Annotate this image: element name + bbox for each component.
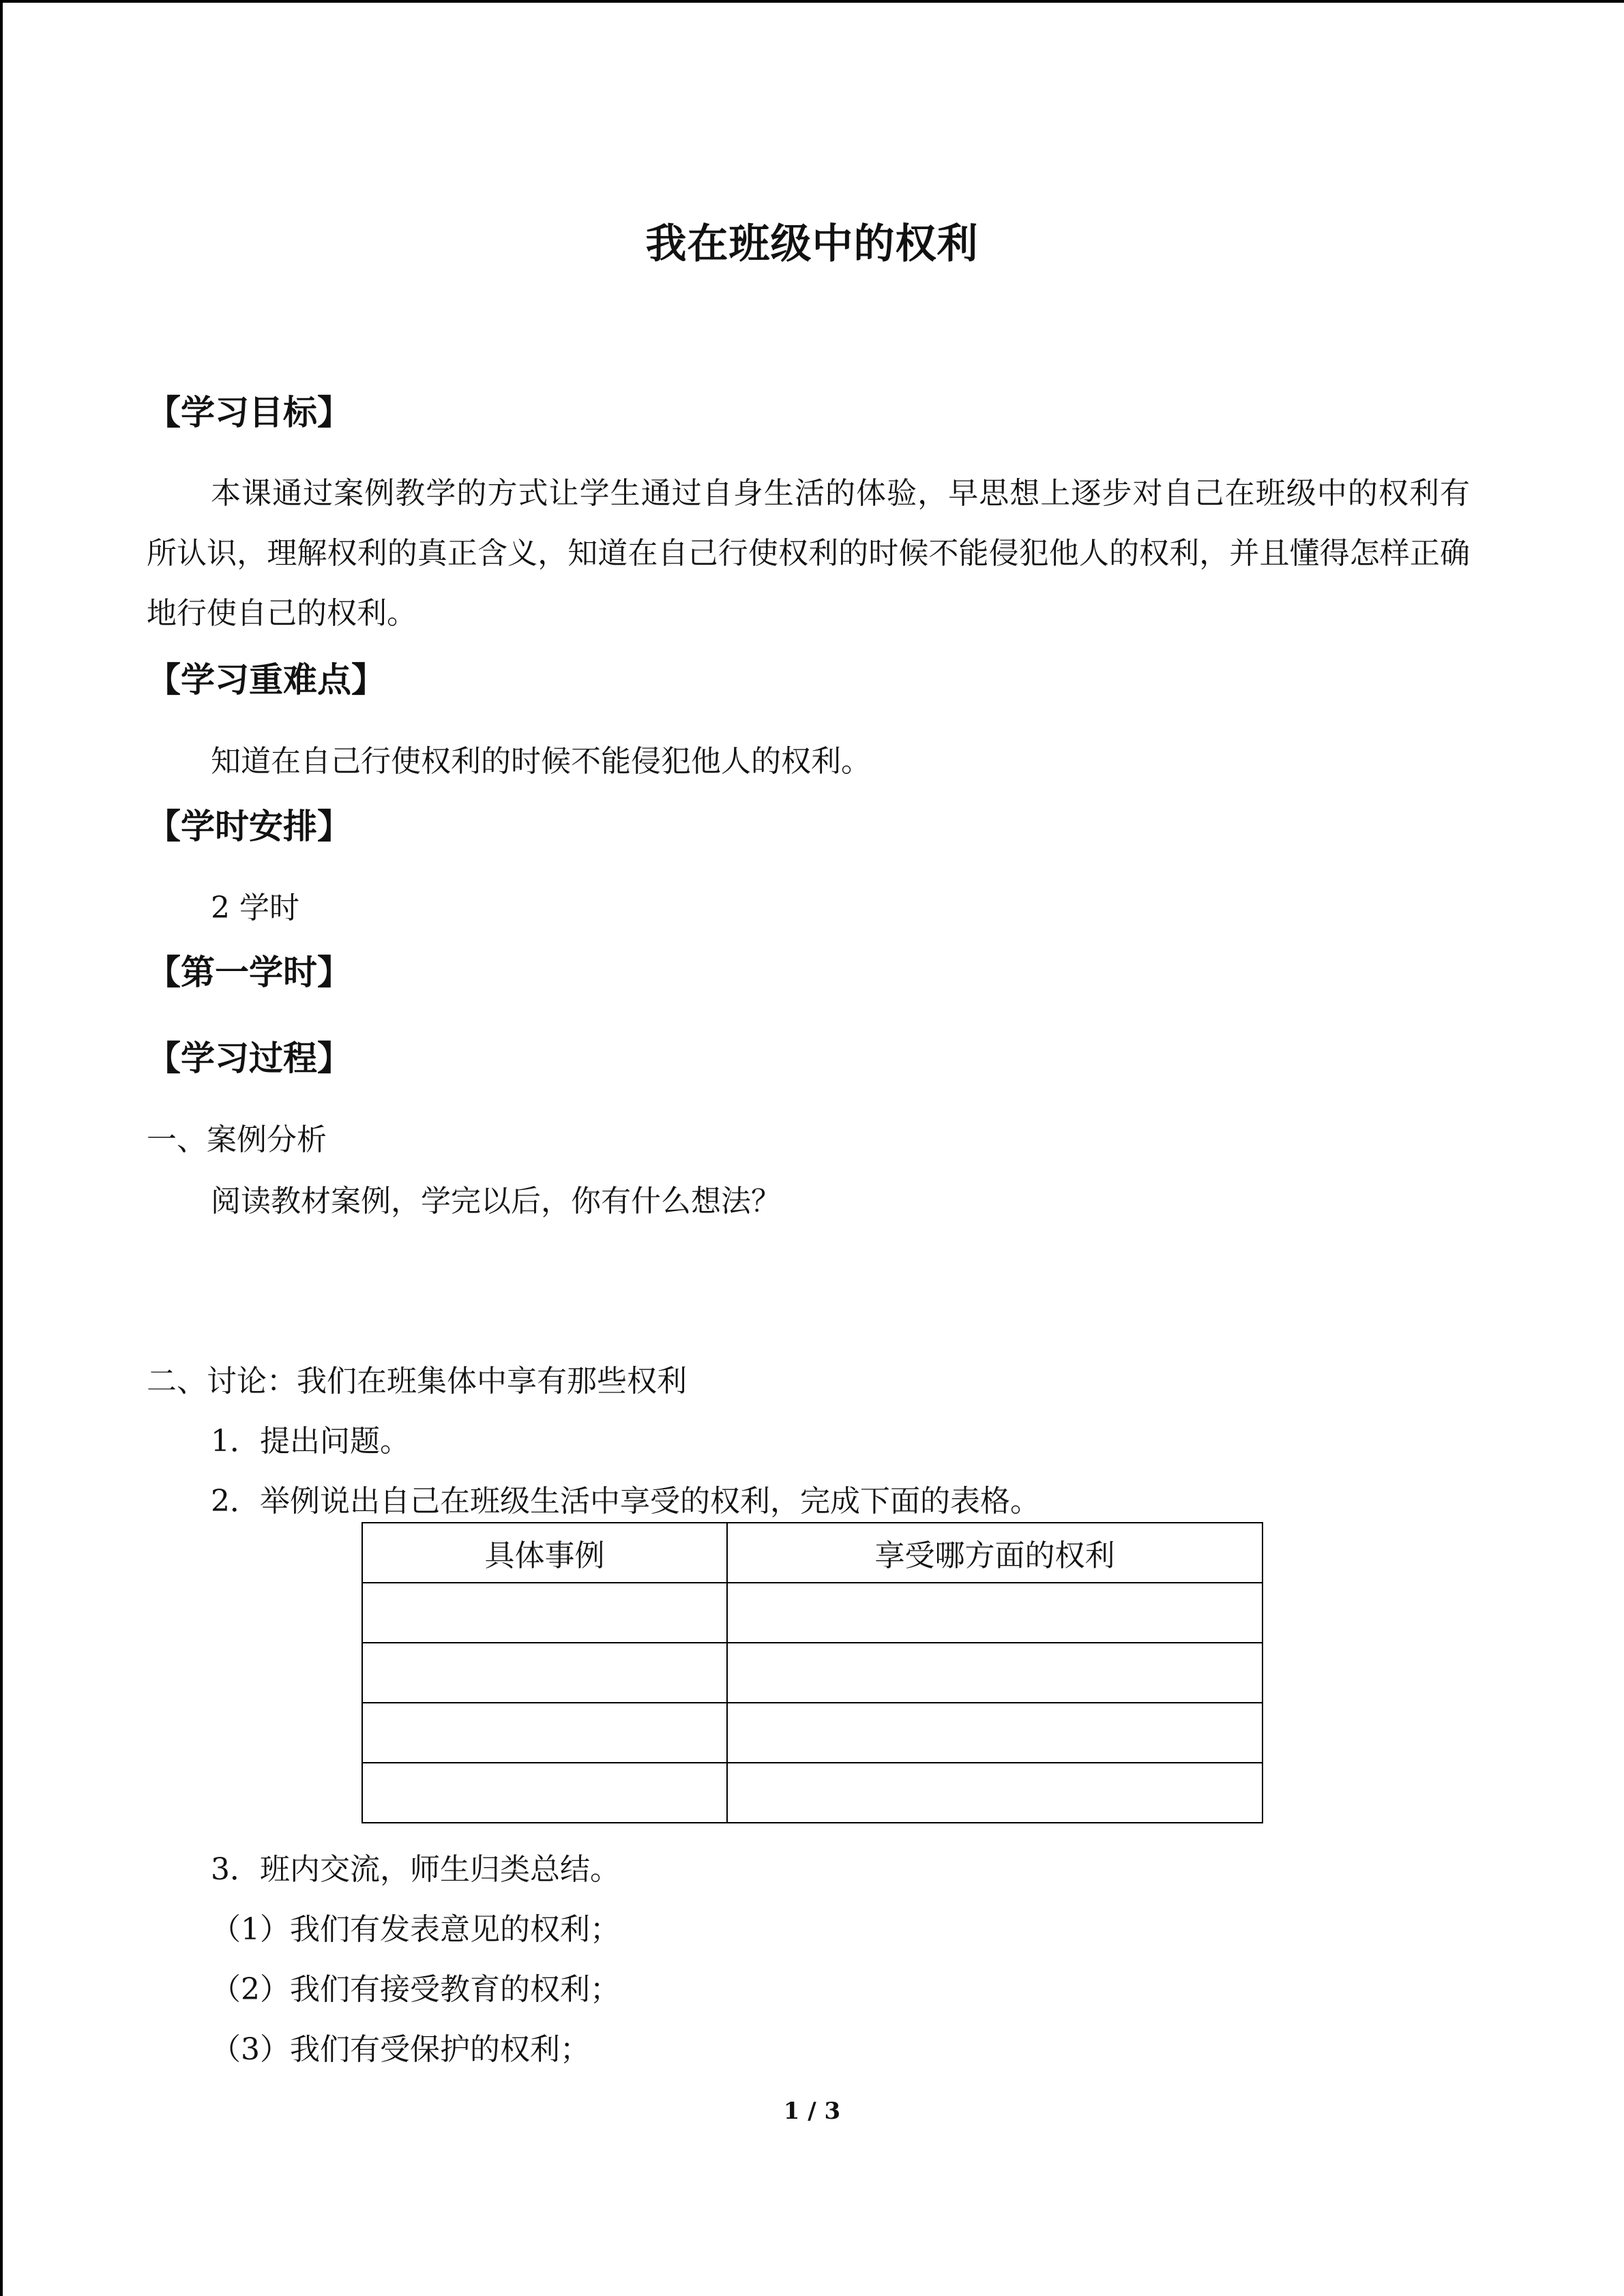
table-row <box>362 1643 1263 1703</box>
table-cell[interactable] <box>727 1763 1263 1823</box>
schedule-heading: 【学时安排】 <box>147 807 351 846</box>
table-cell[interactable] <box>362 1583 727 1643</box>
summary-item-1: （1）我们有发表意见的权利； <box>211 1912 620 1947</box>
schedule-text: 2 学时 <box>211 891 299 925</box>
table-cell[interactable] <box>362 1763 727 1823</box>
table-header-row <box>362 1523 1263 1583</box>
key-points-heading: 【学习重难点】 <box>147 660 385 700</box>
table-row <box>362 1763 1263 1823</box>
goal-paragraph: 本课通过案例教学的方式让学生通过自身生活的体验，早思想上逐步对自己在班级中的权利有所认识，理解权利的真正含义，知道在自己行使权利的时候不能侵犯他人的权利，并且懂得怎样正确地行使自己的权利。 <box>147 476 1470 631</box>
case-analysis-heading: 一、案例分析 <box>147 1122 327 1157</box>
goal-heading: 【学习目标】 <box>147 393 351 432</box>
table-cell[interactable] <box>727 1703 1263 1763</box>
table-cell[interactable] <box>727 1643 1263 1703</box>
step-3: 3．班内交流，师生归类总结。 <box>211 1852 620 1887</box>
key-points-text: 知道在自己行使权利的时候不能侵犯他人的权利。 <box>211 744 871 779</box>
summary-item-3: （3）我们有受保护的权利； <box>211 2032 590 2067</box>
top-border-rule <box>0 0 1624 3</box>
table-cell[interactable] <box>362 1703 727 1763</box>
case-analysis-text: 阅读教材案例，学完以后，你有什么想法？ <box>211 1184 781 1219</box>
discussion-heading: 二、讨论：我们在班集体中享有那些权利 <box>147 1364 687 1399</box>
first-period-heading: 【第一学时】 <box>147 953 351 992</box>
step-1: 1．提出问题。 <box>211 1424 410 1459</box>
left-border-rule <box>0 0 3 2296</box>
process-heading: 【学习过程】 <box>147 1039 351 1078</box>
page-title: 我在班级中的权利 <box>645 220 979 268</box>
step-2: 2．举例说出自己在班级生活中享受的权利，完成下面的表格。 <box>211 1484 1040 1519</box>
summary-item-2: （2）我们有接受教育的权利； <box>211 1972 620 2007</box>
table-row <box>362 1583 1263 1643</box>
table-header-right: 享受哪方面的权利 <box>727 1523 1263 1583</box>
page-number: 1 / 3 <box>783 2098 841 2125</box>
table-cell[interactable] <box>727 1583 1263 1643</box>
table-header-example: 具体事例 <box>362 1523 727 1583</box>
table-cell[interactable] <box>362 1643 727 1703</box>
table-row <box>362 1703 1263 1763</box>
rights-table <box>361 1522 1263 1823</box>
